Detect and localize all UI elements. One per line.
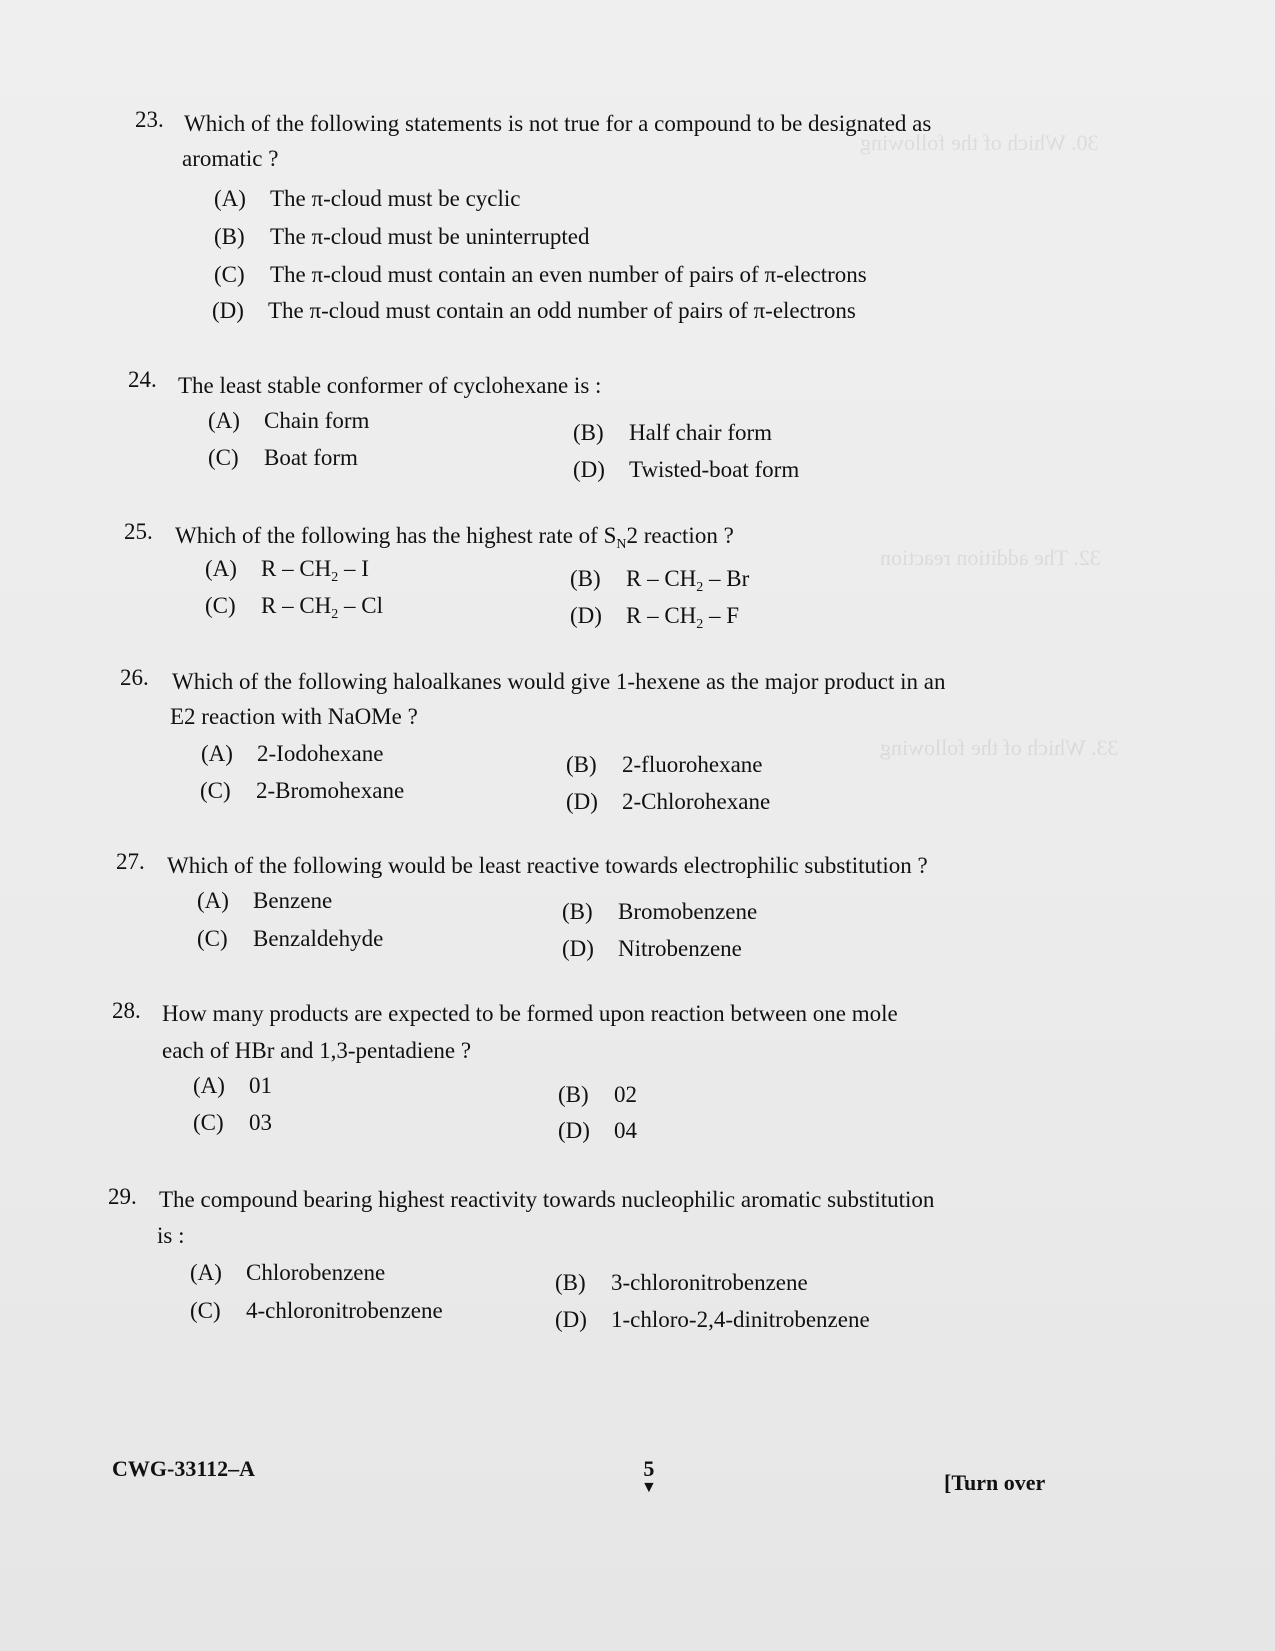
option-c: (C) The π-cloud must contain an even number of pairs of π-electrons: [214, 262, 867, 287]
turn-over-note: [Turn over: [944, 1470, 1046, 1495]
question-text: The compound bearing highest reactivity towards nucleophilic aromatic substitution: [159, 1187, 935, 1212]
option-a: (A) Benzene: [197, 888, 333, 913]
question-number: 27.: [116, 849, 145, 874]
option-d: (D) 2-Chlorohexane: [566, 789, 771, 814]
option-a: (A) The π-cloud must be cyclic: [214, 186, 521, 211]
option-d: (D) 1-chloro-2,4-dinitrobenzene: [555, 1307, 870, 1332]
option-c: (C) R – $CH_2$ – Cl: [205, 593, 384, 622]
option-a: (A) Chain form: [208, 408, 370, 433]
question-number: 26.: [120, 665, 149, 690]
question-text-continued: is :: [157, 1223, 185, 1248]
question-number: 29.: [108, 1184, 137, 1209]
arrow-down-icon: ▼: [641, 1479, 657, 1496]
question-text: Which of the following statements is not true for a compound to be designated as: [184, 111, 932, 136]
page-number: 5 ▼: [641, 1456, 657, 1496]
option-c: (C) Boat form: [208, 445, 358, 470]
option-b: (B) 02: [558, 1082, 637, 1107]
option-a: (A) 01: [193, 1073, 272, 1098]
question-text: Which of the following has the highest rate of $S_N2$ reaction ?: [175, 523, 734, 552]
option-d: (D) Nitrobenzene: [562, 936, 742, 961]
option-b: (B) 3-chloronitrobenzene: [555, 1270, 808, 1295]
option-a: (A) R – $CH_2$ – I: [205, 556, 369, 585]
question-text: The least stable conformer of cyclohexane is :: [178, 373, 602, 398]
option-c: (C) Benzaldehyde: [197, 926, 384, 951]
option-c: (C) 4-chloronitrobenzene: [190, 1298, 443, 1323]
option-b: (B) Bromobenzene: [562, 899, 758, 924]
question-text: Which of the following haloalkanes would give 1-hexene as the major product in an: [172, 669, 946, 694]
bleed-through-text: 30. Which of the following: [860, 130, 1099, 155]
question-text-continued: aromatic ?: [182, 146, 279, 171]
bleed-through-text: 33. Which of the following: [880, 735, 1119, 760]
option-c: (C) 2-Bromohexane: [200, 778, 405, 803]
question-number: 28.: [112, 998, 141, 1023]
option-a: (A) 2-Iodohexane: [201, 741, 384, 766]
question-text: Which of the following would be least reactive towards electrophilic substitution ?: [167, 853, 928, 878]
option-d: (D) The π-cloud must contain an odd number of pairs of π-electrons: [212, 298, 856, 323]
paper-code: CWG-33112–A: [112, 1456, 255, 1481]
question-text-continued: E2 reaction with NaOMe ?: [170, 704, 418, 729]
option-b: (B) 2-fluorohexane: [566, 752, 763, 777]
option-c: (C) 03: [193, 1110, 272, 1135]
option-d: (D) R – $CH_2$ – F: [570, 603, 740, 632]
question-number: 25.: [124, 519, 153, 544]
bleed-through-text: 32. The addition reaction: [880, 545, 1101, 570]
question-text: How many products are expected to be formed upon reaction between one mole: [162, 1001, 898, 1026]
option-b: (B) Half chair form: [573, 420, 773, 445]
question-number: 24.: [128, 367, 157, 392]
option-a: (A) Chlorobenzene: [190, 1260, 386, 1285]
question-number: 23.: [135, 107, 164, 132]
option-b: (B) R – $CH_2$ – Br: [570, 566, 750, 595]
option-d: (D) Twisted-boat form: [573, 457, 800, 482]
option-d: (D) 04: [558, 1118, 637, 1143]
option-b: (B) The π-cloud must be uninterrupted: [214, 224, 590, 249]
question-text-continued: each of HBr and 1,3-pentadiene ?: [162, 1038, 472, 1063]
